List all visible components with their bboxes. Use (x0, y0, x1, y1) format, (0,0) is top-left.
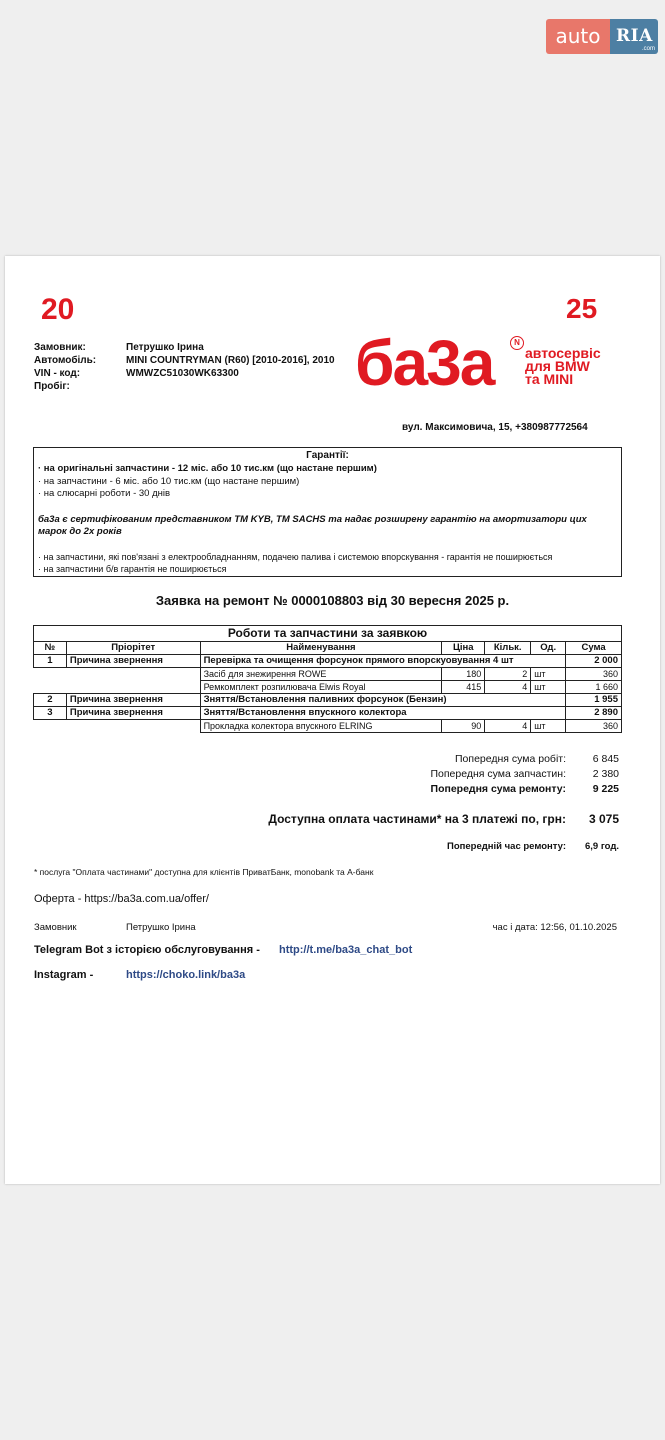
repair-time-value: 6,9 год. (584, 841, 619, 852)
works-table (33, 625, 622, 733)
col-name: Найменування (200, 642, 442, 655)
warranty-box (33, 447, 622, 577)
part-price: 415 (442, 681, 485, 694)
part-qty: 4 (485, 681, 531, 694)
row-priority: Причина звернення (66, 655, 200, 668)
installment-value: 3 075 (588, 812, 619, 826)
warranty-certified-1: ба3а є сертифікованим представником ТМ KYB, TM SACHS та надає розширену гарантію на амортизатори цих (38, 514, 587, 525)
row-work-name: Зняття/Встановлення паливних форсунок (Бензин) (200, 694, 566, 707)
year-right: 25 (566, 293, 598, 324)
row-sum: 2 000 (566, 655, 622, 668)
instagram-label: Instagram - (34, 969, 94, 981)
col-price: Ціна (442, 642, 485, 655)
col-priority: Пріорітет (66, 642, 200, 655)
offer-link[interactable]: Оферта - https://ba3a.com.ua/offer/ (34, 893, 209, 905)
warranty-line-original: · на оригінальні запчастини - 12 міс. або 10 тис.км (що настане першим) (38, 463, 377, 474)
address: вул. Максимовича, 15, +380987772564 (402, 422, 588, 433)
part-qty: 2 (485, 668, 531, 681)
mileage-label: Пробіг: (34, 381, 70, 392)
logo-mark-icon: N (510, 336, 524, 350)
table-row (34, 668, 622, 681)
part-price: 90 (442, 720, 485, 733)
customer-value: Петрушко Ірина (126, 342, 204, 353)
logo-sub-2: для BMW (525, 358, 590, 374)
sign-customer-value: Петрушко Ірина (126, 922, 196, 933)
warranty-title: Гарантії: (306, 450, 349, 461)
document-title: Заявка на ремонт № 0000108803 від 30 вересня 2025 р. (155, 593, 510, 608)
warranty-line-works: · на слюсарні роботи - 30 днів (38, 488, 171, 499)
col-num: № (34, 642, 67, 655)
installment-label: Доступна оплата частинами* на 3 платежі по, грн: (268, 812, 566, 826)
customer-label: Замовник: (34, 342, 86, 353)
part-unit: шт (531, 681, 566, 694)
instagram-link[interactable]: https://choko.link/ba3a (126, 969, 246, 981)
year-left: 20 (41, 293, 75, 326)
table-row (34, 655, 622, 668)
table-row (34, 720, 622, 733)
part-sum: 360 (566, 668, 622, 681)
row-priority: Причина звернення (66, 694, 200, 707)
row-work-name: Зняття/Встановлення впускного колектора (200, 707, 566, 720)
part-price: 180 (442, 668, 485, 681)
repair-total-label: Попередня сума ремонту: (430, 783, 566, 795)
installment-footnote: * послуга "Оплата частинами" доступна для клієнтів ПриватБанк, monobank та А-банк (34, 867, 374, 877)
vin-value: WMWZC51030WK63300 (126, 368, 239, 379)
works-total-value: 6 845 (592, 753, 619, 765)
vin-label: VIN - код: (34, 368, 81, 379)
logo-sub-3: та MINI (525, 371, 574, 387)
part-name: Засіб для знежирення ROWE (200, 668, 442, 681)
telegram-link[interactable]: http://t.me/ba3a_chat_bot (279, 944, 413, 956)
logo-sub-1: автосервіс (525, 345, 601, 361)
part-unit: шт (531, 720, 566, 733)
car-label: Автомобіль: (34, 355, 97, 366)
watermark-ria: RIA (616, 26, 653, 46)
part-qty: 4 (485, 720, 531, 733)
row-priority: Причина звернення (66, 707, 200, 720)
warranty-line-electric: · на запчастини, які пов'язані з електрообладнанням, подачею палива і системою впорскування - гарантія не поширюється (38, 552, 553, 562)
row-num: 1 (34, 655, 67, 668)
car-value: MINI COUNTRYMAN (R60) [2010-2016], 2010 (126, 355, 335, 366)
part-sum: 360 (566, 720, 622, 733)
table-header-row (34, 642, 622, 655)
watermark-com: .com (641, 46, 655, 52)
repair-order-document (5, 256, 660, 1184)
part-name: Прокладка колектора впускного ELRING (200, 720, 442, 733)
col-qty: Кільк. (485, 642, 531, 655)
watermark-auto: auto (546, 19, 610, 54)
part-unit: шт (531, 668, 566, 681)
repair-time-label: Попередній час ремонту: (447, 841, 566, 852)
col-unit: Од. (531, 642, 566, 655)
sign-customer-label: Замовник (34, 922, 77, 933)
table-row (34, 707, 622, 720)
row-sum: 2 890 (566, 707, 622, 720)
autoria-watermark (546, 19, 658, 54)
works-total-label: Попередня сума робіт: (455, 753, 566, 765)
row-sum: 1 955 (566, 694, 622, 707)
parts-total-label: Попередня сума запчастин: (430, 768, 566, 780)
sign-datetime: час і дата: 12:56, 01.10.2025 (492, 922, 617, 933)
warranty-line-parts: · на запчастини - 6 міс. або 10 тис.км (що настане першим) (38, 476, 300, 487)
watermark-ria-box (610, 19, 658, 54)
warranty-certified-2: марок до 2х років (38, 526, 122, 537)
table-title: Роботи та запчастини за заявкою (34, 626, 622, 642)
col-sum: Сума (566, 642, 622, 655)
part-sum: 1 660 (566, 681, 622, 694)
table-row (34, 694, 622, 707)
parts-total-value: 2 380 (592, 768, 619, 780)
row-work-name: Перевірка та очищення форсунок прямого впорскуовування 4 шт (200, 655, 566, 668)
telegram-label: Telegram Bot з історією обслуговування - (34, 944, 260, 956)
row-num: 3 (34, 707, 67, 720)
warranty-line-used: · на запчастини б/в гарантія не поширюється (38, 564, 227, 574)
row-num: 2 (34, 694, 67, 707)
repair-total-value: 9 225 (592, 783, 619, 795)
part-name: Ремкомплект розпилювача Elwis Royal (200, 681, 442, 694)
ba3a-logo: ба3а (355, 327, 494, 399)
table-row (34, 681, 622, 694)
